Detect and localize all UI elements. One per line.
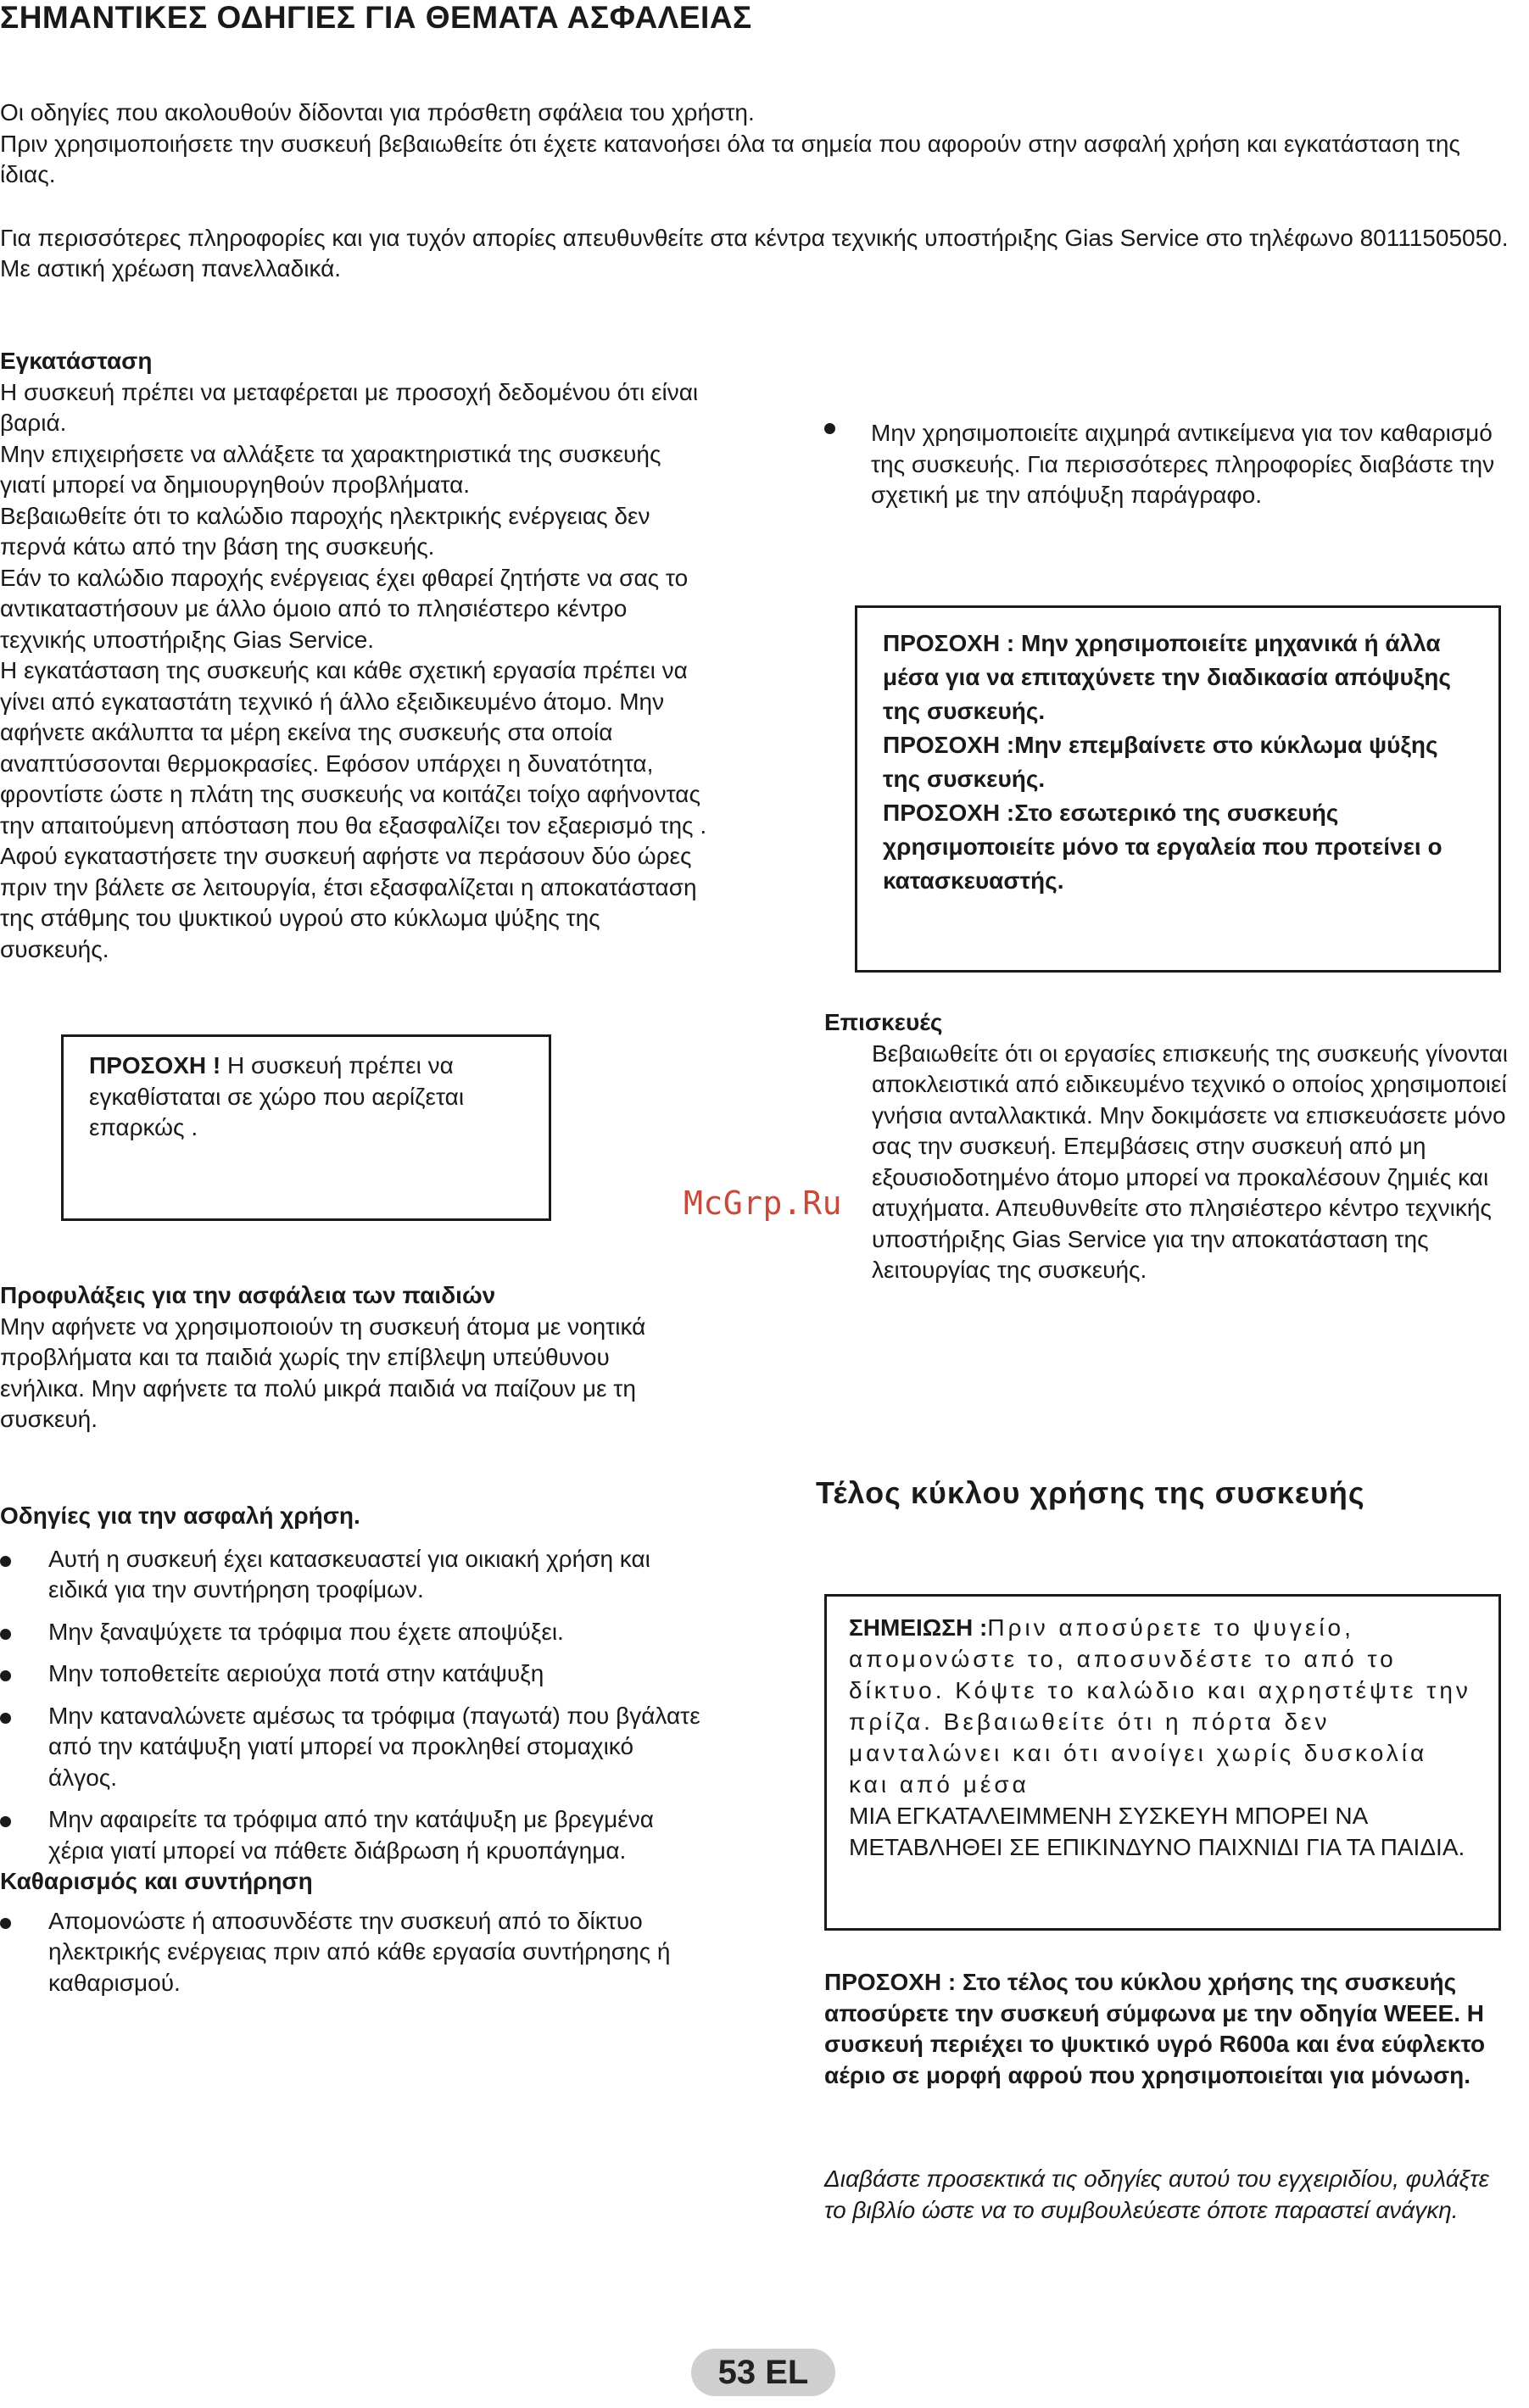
list-item: Μην ξαναψύχετε τα τρόφιμα που έχετε αποψύξει. (0, 1617, 704, 1648)
children-safety-text: Μην αφήνετε να χρησιμοποιούν τη συσκευή άτομα με νοητικά προβλήματα και τα παιδιά χωρίς την επίβλεψη υπεύθυνου ενήλικα. Μην αφήνετε τα πολύ μικρά παιδιά να παίζουν με τη συσκευή. (0, 1313, 646, 1432)
children-safety-heading: Προφυλάξεις για την ασφάλεια των παιδιών (0, 1282, 496, 1308)
bullet-icon (0, 1816, 11, 1827)
page-number: 53 EL (691, 2349, 835, 2396)
intro-line-1: Οι οδηγίες που ακολουθούν δίδονται για πρόσθετη σφάλεια του χρήστη. (0, 99, 755, 125)
closing-note: Διαβάστε προσεκτικά τις οδηγίες αυτού του εγχειριδίου, φυλάξτε το βιβλίο ώστε να το συμβουλεύεστε όποτε παραστεί ανάγκη. (824, 2166, 1489, 2223)
watermark: McGrp.Ru (684, 1184, 843, 1222)
ventilation-warning-text: Η συσκευή πρέπει να εγκαθίσταται σε χώρο που αερίζεται επαρκώς . (89, 1052, 465, 1140)
bullet-icon (0, 1556, 11, 1567)
safe-use-list (0, 1544, 704, 1867)
note-text: Πριν αποσύρετε το ψυγείο, απομονώστε το, αποσυνδέστε το από το δίκτυο. Κόψτε το καλώδιο και αχρηστέψτε την πρίζα. Βεβαιωθείτε ότι η πόρτα δεν μανταλώνει και ότι ανοίγει χωρίς δυσκολία και από μέσα (849, 1614, 1471, 1798)
note-caps-warning: ΜΙΑ ΕΓΚΑΤΑΛΕΙΜΜΕΝΗ ΣΥΣΚΕΥΗ ΜΠΟΡΕΙ ΝΑ ΜΕΤΑΒΛΗΘΕΙ ΣΕ ΕΠΙΚΙΝΔΥΝΟ ΠΑΙΧΝΙΔΙ ΓΙΑ ΤΑ ΠΑΙΔΙΑ. (849, 1803, 1465, 1860)
children-safety-section (0, 1280, 678, 1435)
cleaning-list (0, 1906, 704, 1999)
installation-section (0, 346, 708, 965)
warning-line-2: ΠΡΟΣΟΧΗ :Μην επεμβαίνετε στο κύκλωμα ψύξης της συσκευής. (883, 732, 1438, 792)
cleaning-right-item (824, 418, 1503, 522)
end-of-life-heading: Τέλος κύκλου χρήσης της συσκευής (816, 1475, 1365, 1510)
bullet-icon (824, 423, 835, 434)
installation-heading: Εγκατάσταση (0, 348, 153, 374)
closing-section (824, 2164, 1511, 2226)
list-item: Μην τοποθετείτε αεριούχα ποτά στην κατάψυξη (0, 1658, 704, 1690)
weee-warning: ΠΡΟΣΟΧΗ : Στο τέλος του κύκλου χρήσης της συσκευής αποσύρετε την συσκευή σύμφωνα με την οδηγία WEEE. Η συσκευή περιέχει το ψυκτικό υγρό R600a και ένα εύφλεκτο αέριο σε μορφή αφρού που χρησιμοποιείται για μόνωση. (824, 1969, 1486, 2088)
ventilation-warning-label: ΠΡΟΣΟΧΗ ! (89, 1052, 221, 1079)
repairs-section (824, 1007, 1520, 1286)
list-item: Αυτή η συσκευή έχει κατασκευαστεί για οικιακή χρήση και ειδικά για την συντήρηση τροφίμων. (0, 1544, 704, 1606)
warning-line-1: ΠΡΟΣΟΧΗ : Μην χρησιμοποιείτε μηχανικά ή άλλα μέσα για να επιταχύνετε την διαδικασία απόψυξης της συσκευής. (883, 630, 1451, 724)
installation-text: Η συσκευή πρέπει να μεταφέρεται με προσοχή δεδομένου ότι είναι βαριά. Μην επιχειρήσετε να αλλάξετε τα χαρακτηριστικά της συσκευής γιατί μπορεί να δημιουργηθούν προβλήματα. Βεβαιωθείτε ότι το καλώδιο παροχής ηλεκτρικής ενέργειας δεν περνά κάτω από την βάση της συσκευής. Εάν το καλώδιο παροχής ενέργειας έχει φθαρεί ζητήστε να σας το αντικαταστήσουν με άλλο όμοιο από το πλησιέστερο κέντρο τεχνικής υποστήριξης Gias Service. Η εγκατάσταση της συσκευής και κάθε σχετική εργασία πρέπει να γίνει από εγκαταστάτη τεχνικό ή άλλο εξειδικευμένο άτομο. Μην αφήνετε ακάλυπτα τα μέρη εκείνα της συσκευής στα οποία αναπτύσσονται θερμοκρασίες. Εφόσον υπάρχει η δυνατότητα, φροντίστε ώστε η πλάτη της συσκευής να κοιτάζει τοίχο αφήνοντας την απαιτούμενη απόσταση που θα εξασφαλίζει τον εξαερισμό της . Αφού εγκαταστήσετε την συσκευή αφήστε να περάσουν δύο ώρες πριν την βάλετε σε λειτουργία, έτσι εξασφαλίζεται η αποκατάσταση της στάθμης του ψυκτικού υγρού στο κύκλωμα ψύξης της συσκευής. (0, 378, 707, 962)
disposal-note-box (824, 1594, 1501, 1931)
cleaning-heading: Καθαρισμός και συντήρηση (0, 1868, 313, 1894)
intro-line-3: Για περισσότερες πληροφορίες και για τυχόν απορίες απευθυνθείτε στα κέντρα τεχνικής υποστήριξης Gias Service στο τηλέφωνο 80111505050. Με αστική χρέωση πανελλαδικά. (0, 224, 1509, 281)
list-item: Μην χρησιμοποιείτε αιχμηρά αντικείμενα για τον καθαρισμό της συσκευής. Για περισσότερες πληροφορίες διαβάστε την σχετική με την απόψυξη παράγραφο. (824, 418, 1503, 511)
defrost-warning-box (855, 605, 1501, 973)
cleaning-right-list (824, 418, 1503, 511)
list-item: Μην καταναλώνετε αμέσως τα τρόφιμα (παγωτά) που βγάλατε από την κατάψυξη γιατί μπορεί να προκληθεί στομαχικό άλγος. (0, 1701, 704, 1794)
safe-use-heading: Οδηγίες για την ασφαλή χρήση. (0, 1502, 360, 1529)
bullet-icon (0, 1670, 11, 1681)
intro-line-2: Πριν χρησιμοποιήσετε την συσκευή βεβαιωθείτε ότι έχετε κατανοήσει όλα τα σημεία που αφορούν στην ασφαλή χρήση και εγκατάσταση της ίδιας. (0, 130, 1460, 187)
repairs-text: Βεβαιωθείτε ότι οι εργασίες επισκευής της συσκευής γίνονται αποκλειστικά από ειδικευμένο τεχνικό ο οποίος χρησιμοποιεί γνήσια ανταλλακτικά. Μην δοκιμάσετε να επισκευάσετε μόνο σας την συσκευή. Επεμβάσεις στην συσκευή από μη εξουσιοδοτημένο άτομο μπορεί να προκαλέσουν ζημιές και ατυχήματα. Απευθυνθείτε στο πλησιέστερο κέντρο τεχνικής υποστήριξης Gias Service για την αποκατάσταση της λειτουργίας της συσκευής. (872, 1040, 1509, 1283)
safe-use-section (0, 1501, 704, 2009)
warning-line-3: ΠΡΟΣΟΧΗ :Στο εσωτερικό της συσκευής χρησιμοποιείτε μόνο τα εργαλεία που προτείνει ο κατασκευαστής. (883, 800, 1443, 894)
list-item: Απομονώστε ή αποσυνδέστε την συσκευή από το δίκτυο ηλεκτρικής ενέργειας πριν από κάθε εργασία συντήρησης ή καθαρισμού. (0, 1906, 704, 1999)
weee-section (824, 1967, 1511, 2091)
bullet-icon (0, 1918, 11, 1929)
bullet-icon (0, 1629, 11, 1640)
repairs-heading: Επισκευές (824, 1009, 943, 1035)
list-item: Μην αφαιρείτε τα τρόφιμα από την κατάψυξη με βρεγμένα χέρια γιατί μπορεί να πάθετε διάβρωση ή κρυοπάγημα. (0, 1804, 704, 1866)
page-title: ΣΗΜΑΝΤΙΚΕΣ ΟΔΗΓΙΕΣ ΓΙΑ ΘΕΜΑΤΑ ΑΣΦΑΛΕΙΑΣ (0, 0, 752, 35)
ventilation-warning-box (61, 1034, 551, 1221)
note-label: ΣΗΜΕΙΩΣΗ : (849, 1614, 988, 1641)
bullet-icon (0, 1713, 11, 1724)
intro-section (0, 98, 1518, 285)
